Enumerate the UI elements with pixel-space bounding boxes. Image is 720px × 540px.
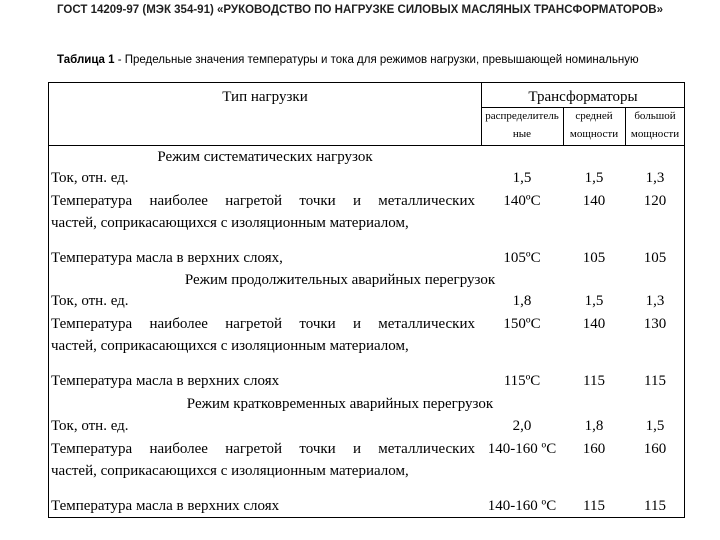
subheader-large-line1: большой (634, 110, 676, 122)
column-header-load-type: Тип нагрузки (222, 89, 308, 105)
table-caption (57, 54, 639, 66)
row-label-hotspot-line1: Температура наиболее нагретой точки и металлических (51, 441, 475, 457)
subheader-medium-line1: средней (575, 110, 613, 122)
value-cell: 115 (583, 373, 605, 389)
value-cell: 150ºС (503, 316, 541, 332)
value-cell: 115 (644, 498, 666, 514)
value-cell: 2,0 (512, 418, 532, 434)
value-cell: 130 (643, 316, 667, 332)
value-cell: 105 (643, 250, 667, 266)
table-caption-text: - Предельные значения температуры и тока для режимов нагрузки, превышающей номинальную (114, 54, 639, 66)
limits-table (48, 82, 685, 518)
value-cell: 140 (582, 316, 606, 332)
value-cell: 140-160 ºС (487, 441, 557, 457)
value-cell: 1,8 (512, 293, 532, 309)
value-cell: 160 (643, 441, 667, 457)
subheader-medium (563, 109, 625, 141)
value-cell: 160 (582, 441, 606, 457)
value-cell: 140ºС (503, 193, 541, 209)
value-cell: 115 (644, 373, 666, 389)
subheader-medium-line2: мощности (569, 128, 619, 140)
row-label-hotspot-line2: частей, соприкасающихся с изоляционным материалом, (51, 463, 409, 479)
row-label-hotspot-line1: Температура наиболее нагретой точки и металлических (51, 193, 475, 209)
row-label-current: Ток, отн. ед. (51, 170, 129, 186)
subheader-large-line2: мощности (630, 128, 680, 140)
row-label-current: Ток, отн. ед. (51, 418, 129, 434)
row-label-hotspot-line2: частей, соприкасающихся с изоляционным материалом, (51, 215, 409, 231)
value-cell: 1,3 (645, 293, 665, 309)
value-cell: 1,5 (645, 418, 665, 434)
value-cell: 140 (582, 193, 606, 209)
table-caption-label: Таблица 1 (57, 54, 115, 66)
value-cell: 115ºС (503, 373, 541, 389)
value-cell: 1,5 (584, 170, 604, 186)
subheader-large (625, 109, 685, 141)
row-label-oil: Температура масла в верхних слоях (51, 373, 280, 389)
value-cell: 120 (643, 193, 667, 209)
section-title: Режим систематических нагрузок (157, 149, 373, 165)
header-divider (49, 145, 685, 146)
document-header: ГОСТ 14209-97 (МЭК 354-91) «РУКОВОДСТВО ПО НАГРУЗКЕ СИЛОВЫХ МАСЛЯНЫХ ТРАНСФОРМАТОРОВ» (57, 4, 663, 16)
value-cell: 115 (583, 498, 605, 514)
subheader-distribution-line2: ные (512, 128, 532, 140)
header-divider (481, 107, 685, 108)
section-title: Режим кратковременных аварийных перегрузок (186, 396, 494, 412)
value-cell: 1,3 (645, 170, 665, 186)
section-title: Режим продолжительных аварийных перегрузок (184, 272, 496, 288)
value-cell: 105ºС (503, 250, 541, 266)
subheader-distribution (481, 109, 563, 141)
row-label-oil: Температура масла в верхних слоях (51, 498, 280, 514)
value-cell: 1,8 (584, 418, 604, 434)
row-label-current: Ток, отн. ед. (51, 293, 129, 309)
row-label-oil: Температура масла в верхних слоях, (51, 250, 283, 266)
value-cell: 140-160 ºС (487, 498, 557, 514)
row-label-hotspot-line1: Температура наиболее нагретой точки и металлических (51, 316, 475, 332)
subheader-distribution-line1: распределитель (485, 110, 559, 122)
value-cell: 1,5 (584, 293, 604, 309)
row-label-hotspot-line2: частей, соприкасающихся с изоляционным материалом, (51, 338, 409, 354)
column-header-transformers: Трансформаторы (528, 89, 638, 105)
value-cell: 1,5 (512, 170, 532, 186)
value-cell: 105 (582, 250, 606, 266)
